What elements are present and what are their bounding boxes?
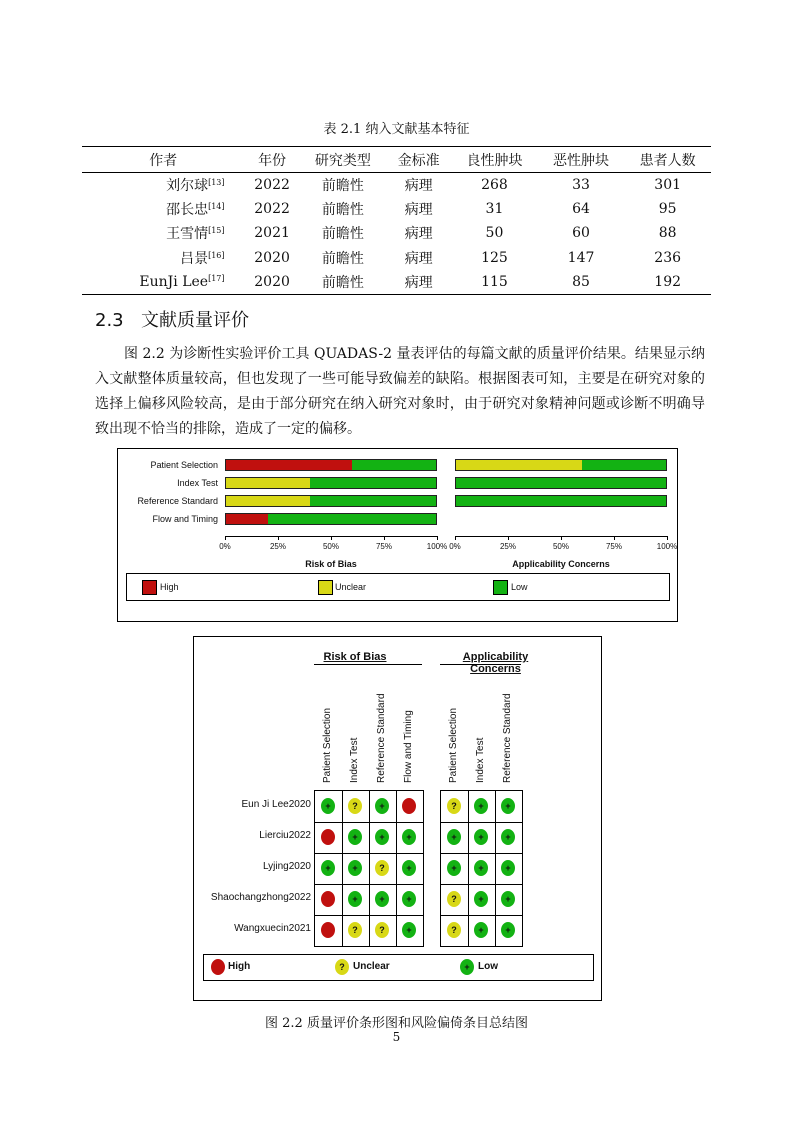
- judgement-dot-low: +: [474, 860, 488, 876]
- judgement-dot-low: +: [447, 860, 461, 876]
- legend-high-dot: [211, 959, 225, 975]
- judgement-dot-low: +: [501, 922, 515, 938]
- x-axis-tick: [614, 536, 615, 540]
- reference-number: [13]: [208, 178, 225, 188]
- x-axis-tick: [331, 536, 332, 540]
- legend-unclear-label: Unclear: [335, 582, 367, 592]
- bar-segment-low: [310, 496, 436, 506]
- reference-number: [16]: [208, 250, 225, 260]
- cell-malignant: 147: [567, 249, 595, 266]
- reference-number: [17]: [208, 273, 225, 283]
- judgement-dot-high: [321, 829, 335, 845]
- x-tick-label: 0%: [449, 542, 461, 551]
- group-header-rule: [314, 664, 422, 665]
- x-axis-tick: [384, 536, 385, 540]
- group-header: Applicability Concerns: [462, 651, 529, 675]
- table-row: [82, 270, 711, 295]
- grid-vline: [342, 791, 343, 946]
- reference-number: [14]: [208, 202, 225, 212]
- judgement-dot-low: +: [375, 891, 389, 907]
- cell-gold: 病理: [386, 270, 451, 295]
- judgement-dot-unclear: ?: [375, 860, 389, 876]
- judgement-dot-low: +: [375, 798, 389, 814]
- bar-segment-unclear: [226, 496, 310, 506]
- cell-type: 前瞻性: [321, 178, 364, 195]
- bar-segment-low: [582, 460, 666, 470]
- risk-of-bias-summary: [193, 636, 602, 1001]
- x-axis-tick: [667, 536, 668, 540]
- cell-year: 2022: [254, 177, 290, 194]
- judgement-dot-high: [321, 922, 335, 938]
- legend-unclear-text: Unclear: [353, 961, 390, 972]
- grid-hline: [315, 853, 423, 854]
- bar-category-label: Flow and Timing: [152, 514, 218, 524]
- bar-category-label: Reference Standard: [137, 496, 218, 506]
- column-header: Index Test: [349, 737, 360, 783]
- judgement-dot-low: +: [402, 891, 416, 907]
- study-label: Lyjing2020: [262, 861, 311, 872]
- cell-malignant: 85: [538, 270, 625, 295]
- x-axis-tick: [561, 536, 562, 540]
- reference-number: [15]: [208, 226, 225, 236]
- column-header: Patient Selection: [448, 707, 459, 783]
- table-row: [82, 221, 711, 245]
- bar-segment-low: [352, 460, 436, 470]
- column-header: Flow and Timing: [403, 710, 414, 783]
- stacked-bar: [225, 495, 437, 507]
- judgement-dot-low: +: [402, 829, 416, 845]
- group-header: Risk of Bias: [323, 651, 387, 663]
- author-cell: [82, 270, 245, 295]
- judgement-dot-low: +: [321, 860, 335, 876]
- judgement-dot-unclear: ?: [447, 922, 461, 938]
- characteristics-table: [82, 146, 711, 295]
- stacked-bar: [455, 477, 667, 489]
- cell-patients: 95: [658, 201, 677, 218]
- axis-title: Applicability Concerns: [512, 559, 610, 569]
- cell-year: 2020: [245, 270, 300, 295]
- figure-caption: 图 2.2 质量评价条形图和风险偏倚条目总结图: [265, 1016, 528, 1031]
- grid-hline: [441, 884, 522, 885]
- table-header-cell: 作者: [82, 147, 245, 173]
- x-tick-label: 100%: [426, 542, 448, 551]
- judgement-dot-low: +: [501, 798, 515, 814]
- cell-type: 前瞻性: [321, 202, 364, 219]
- table-row: [82, 173, 711, 198]
- grid-hline: [441, 853, 522, 854]
- cell-year: 2020: [254, 249, 290, 266]
- x-axis-tick: [278, 536, 279, 540]
- x-tick-label: 25%: [499, 542, 516, 551]
- axis-title: Risk of Bias: [305, 559, 357, 569]
- page-number: 5: [392, 1030, 401, 1044]
- judgement-dot-low: +: [501, 891, 515, 907]
- cell-malignant: 64: [572, 201, 590, 218]
- stacked-bar: [225, 477, 437, 489]
- author-name: EunJi Lee: [139, 273, 209, 290]
- legend-low-dot: +: [460, 959, 474, 975]
- column-header: Reference Standard: [376, 693, 387, 783]
- judgement-dot-low: +: [501, 860, 515, 876]
- stacked-bar: [455, 495, 667, 507]
- x-tick-label: 0%: [219, 542, 231, 551]
- grid-hline: [315, 884, 423, 885]
- x-tick-label: 50%: [552, 542, 569, 551]
- author-name: 王雪情: [166, 226, 209, 243]
- x-tick-label: 25%: [269, 542, 286, 551]
- judgement-dot-low: +: [402, 922, 416, 938]
- judgement-dot-low: +: [321, 798, 335, 814]
- cell-patients: 236: [654, 249, 682, 266]
- legend-high-text: High: [228, 961, 251, 972]
- author-name: 吕景: [180, 250, 209, 267]
- legend-unclear-swatch: [318, 580, 333, 595]
- stacked-bar: [455, 459, 667, 471]
- grid-hline: [315, 822, 423, 823]
- grid-vline: [369, 791, 370, 946]
- judgement-dot-low: +: [348, 891, 362, 907]
- grid-vline: [396, 791, 397, 946]
- legend-high-swatch: [142, 580, 157, 595]
- cell-type: 前瞻性: [300, 270, 387, 295]
- x-tick-label: 75%: [375, 542, 392, 551]
- table-header-cell: 研究类型: [300, 147, 387, 173]
- table-header-cell: 金标准: [386, 147, 451, 173]
- judgement-dot-unclear: ?: [348, 922, 362, 938]
- study-label: Eun Ji Lee2020: [241, 799, 311, 810]
- quality-bar-chart: [117, 448, 678, 622]
- judgement-dot-low: +: [348, 829, 362, 845]
- judgement-dot-high: [402, 798, 416, 814]
- grid-vline: [495, 791, 496, 946]
- table-header-cell: 良性肿块: [451, 147, 538, 173]
- judgement-dot-low: +: [474, 798, 488, 814]
- cell-benign: 50: [485, 225, 504, 242]
- cell-malignant: 33: [572, 177, 590, 194]
- judgement-dot-unclear: ?: [447, 798, 461, 814]
- table-header-cell: 恶性肿块: [538, 147, 625, 173]
- bar-segment-low: [310, 478, 436, 488]
- author-cell: [82, 246, 245, 270]
- x-axis-tick: [508, 536, 509, 540]
- bar-category-label: Patient Selection: [150, 460, 218, 470]
- bar-segment-unclear: [456, 460, 582, 470]
- bar-segment-unclear: [226, 478, 310, 488]
- legend-unclear-dot: ?: [335, 959, 349, 975]
- group-header-rule: [440, 664, 521, 665]
- legend-high-label: High: [160, 582, 179, 592]
- bar-category-label: Index Test: [177, 478, 218, 488]
- bar-segment-low: [268, 514, 436, 524]
- section-title: 文献质量评价: [141, 310, 249, 331]
- cell-gold: 病理: [404, 226, 433, 243]
- stacked-bar: [225, 513, 437, 525]
- cell-malignant: 60: [572, 225, 590, 242]
- cell-benign: 125: [481, 249, 508, 266]
- cell-patients: 192: [624, 270, 711, 295]
- author-cell: [82, 197, 245, 221]
- judgement-dot-low: +: [501, 829, 515, 845]
- stacked-bar: [225, 459, 437, 471]
- column-header: Patient Selection: [322, 707, 333, 783]
- judgement-dot-high: [321, 891, 335, 907]
- grid-hline: [441, 822, 522, 823]
- cell-type: 前瞻性: [321, 226, 364, 243]
- cell-benign: 268: [481, 177, 508, 194]
- table-row: [82, 197, 711, 221]
- legend-low-text: Low: [478, 961, 498, 972]
- judgement-dot-low: +: [474, 922, 488, 938]
- bar-chart-legend: [126, 573, 670, 601]
- grid-vline: [468, 791, 469, 946]
- author-name: 邵长忠: [166, 202, 209, 219]
- cell-gold: 病理: [404, 250, 433, 267]
- study-label: Shaochangzhong2022: [210, 892, 311, 903]
- cell-gold: 病理: [404, 202, 433, 219]
- cell-type: 前瞻性: [321, 250, 364, 267]
- x-axis-tick: [225, 536, 226, 540]
- x-axis-tick: [455, 536, 456, 540]
- cell-gold: 病理: [404, 178, 433, 195]
- judgement-dot-unclear: ?: [447, 891, 461, 907]
- judgement-dot-low: +: [447, 829, 461, 845]
- grid-hline: [441, 915, 522, 916]
- grid-hline: [315, 915, 423, 916]
- bar-segment-low: [456, 478, 666, 488]
- cell-benign: 31: [485, 201, 504, 218]
- author-name: 刘尔球: [166, 178, 209, 195]
- x-axis-tick: [437, 536, 438, 540]
- table-header-cell: 年份: [245, 147, 300, 173]
- bar-segment-low: [456, 496, 666, 506]
- table-header-cell: 患者人数: [624, 147, 711, 173]
- x-tick-label: 75%: [605, 542, 622, 551]
- table-row: [82, 246, 711, 270]
- table-caption: 表 2.1 纳入文献基本特征: [323, 122, 470, 137]
- author-cell: [82, 221, 245, 245]
- judgement-dot-low: +: [348, 860, 362, 876]
- cell-year: 2022: [254, 201, 290, 218]
- bar-segment-high: [226, 514, 268, 524]
- judgement-dot-low: +: [474, 891, 488, 907]
- judgement-dot-unclear: ?: [375, 922, 389, 938]
- judgement-dot-low: +: [402, 860, 416, 876]
- cell-patients: 88: [658, 225, 677, 242]
- judgement-dot-low: +: [474, 829, 488, 845]
- judgement-dot-unclear: ?: [348, 798, 362, 814]
- cell-year: 2021: [254, 225, 290, 242]
- bar-segment-high: [226, 460, 352, 470]
- x-tick-label: 100%: [656, 542, 678, 551]
- section-heading: [95, 306, 249, 332]
- legend-low-label: Low: [511, 582, 528, 592]
- judgement-dot-low: +: [375, 829, 389, 845]
- study-label: Lierciu2022: [259, 830, 311, 841]
- column-header: Reference Standard: [502, 693, 513, 783]
- cell-benign: 115: [451, 270, 538, 295]
- author-cell: [82, 173, 245, 198]
- cell-patients: 301: [654, 177, 682, 194]
- column-header: Index Test: [475, 737, 486, 783]
- body-paragraph: 图 2.2 为诊断性实验评价工具 QUADAS-2 量表评估的每篇文献的质量评价结果。结果显示纳入文献整体质量较高，但也发现了一些可能导致偏差的缺陷。根据图表可知，主要是在研究对象的选择上偏移风险较高，是由于部分研究在纳入研究对象时，由于研究对象精神问题或诊断不明确导致出现不恰当的排除，造成了一定的偏移。: [95, 346, 705, 437]
- summary-legend: [203, 954, 594, 981]
- x-tick-label: 50%: [322, 542, 339, 551]
- legend-low-swatch: [493, 580, 508, 595]
- section-number: 2.3: [95, 310, 124, 331]
- study-label: Wangxuecin2021: [234, 923, 311, 934]
